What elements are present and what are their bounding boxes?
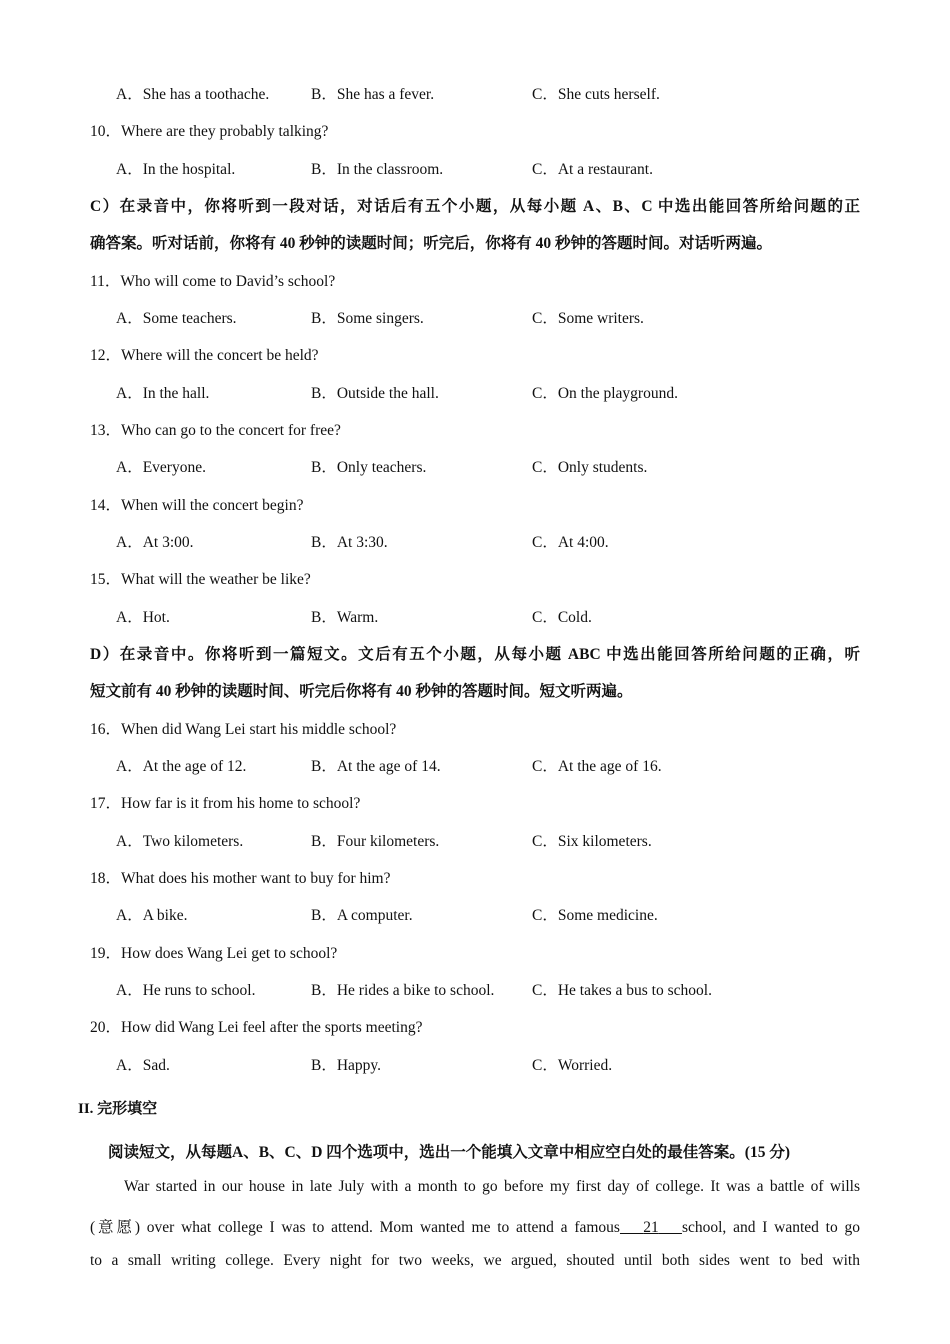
passage-line-2-end: school, and I wanted to go [681,1219,860,1236]
q11-stem: 11．Who will come to David’s school? [90,273,336,290]
q18-option-b: B．A computer. [311,907,413,924]
q9-option-c: C．She cuts herself. [532,86,660,103]
q17-stem: 17．How far is it from his home to school? [90,795,361,812]
q11-option-c: C．Some writers. [532,310,644,327]
q20-option-b: B．Happy. [311,1057,382,1074]
q10-stem: 10．Where are they probably talking? [90,123,329,140]
q16-stem: 16．When did Wang Lei start his middle school? [90,721,397,738]
passage-line-2-start: (意愿) over what college I was to attend. Mom wanted me to attend a famous [90,1219,620,1236]
q11-option-a: A．Some teachers. [116,310,237,327]
q14-option-c: C．At 4:00. [532,534,609,551]
q13-option-c: C．Only students. [532,459,648,476]
q12-option-c: C．On the playground. [532,385,678,402]
q12-stem: 12．Where will the concert be held? [90,347,319,364]
q17-option-a: A．Two kilometers. [116,833,244,850]
q12-option-a: A．In the hall. [116,385,210,402]
q10-option-a: A．In the hospital. [116,161,236,178]
q17-option-b: B．Four kilometers. [311,833,440,850]
q13-option-b: B．Only teachers. [311,459,427,476]
passage-line-1: War started in our house in late July with a month to go before my first day of college. It was a battle of wills [124,1178,860,1195]
q12-option-b: B．Outside the hall. [311,385,439,402]
q11-option-b: B．Some singers. [311,310,424,327]
section-c-instruction-line1: C）在录音中，你将听到一段对话，对话后有五个小题，从每小题 A、B、C 中选出能回答所给问题的正 [90,198,860,215]
q16-option-c: C．At the age of 16. [532,758,662,775]
q19-option-a: A．He runs to school. [116,982,256,999]
q19-option-c: C．He takes a bus to school. [532,982,712,999]
q15-option-c: C．Cold. [532,609,592,626]
passage-line-2 [90,1215,860,1237]
q20-stem: 20．How did Wang Lei feel after the sports meeting? [90,1019,423,1036]
q10-option-c: C．At a restaurant. [532,161,653,178]
q14-stem: 14．When will the concert begin? [90,497,304,514]
section-d-instruction-line2: 短文前有 40 秒钟的读题时间、听完后你将有 40 秒钟的答题时间。短文听两遍。 [90,683,633,700]
q9-option-b: B．She has a fever. [311,86,435,103]
section-d-instruction-line1: D）在录音中。你将听到一篇短文。文后有五个小题，从每小题 ABC 中选出能回答所给问题的正确，听 [90,646,860,663]
section-2-instruction: 阅读短文，从每题A、B、C、D 四个选项中，选出一个能填入文章中相应空白处的最佳答案。(15 分) [108,1144,790,1161]
q13-stem: 13．Who can go to the concert for free? [90,422,341,439]
blank-21 [620,1219,682,1237]
section-2-title: II. 完形填空 [78,1101,158,1117]
passage-line-3: to a small writing college. Every night for two weeks, we argued, shouted until both sides went to bed with [90,1252,860,1269]
q20-option-c: C．Worried. [532,1057,613,1074]
q20-option-a: A．Sad. [116,1057,170,1074]
q18-option-c: C．Some medicine. [532,907,658,924]
q18-option-a: A．A bike. [116,907,188,924]
q16-option-b: B．At the age of 14. [311,758,441,775]
q14-option-a: A．At 3:00. [116,534,194,551]
q9-option-a: A．She has a toothache. [116,86,270,103]
section-c-instruction-line2: 确答案。听对话前，你将有 40 秒钟的读题时间；听完后，你将有 40 秒钟的答题时间。对话听两遍。 [90,235,773,252]
q15-stem: 15．What will the weather be like? [90,571,311,588]
q16-option-a: A．At the age of 12. [116,758,247,775]
q19-option-b: B．He rides a bike to school. [311,982,495,999]
q17-option-c: C．Six kilometers. [532,833,652,850]
q13-option-a: A．Everyone. [116,459,206,476]
q14-option-b: B．At 3:30. [311,534,388,551]
q18-stem: 18．What does his mother want to buy for him? [90,870,391,887]
q15-option-a: A．Hot. [116,609,170,626]
q10-option-b: B．In the classroom. [311,161,444,178]
blank-21-number: 21 [643,1219,659,1236]
q19-stem: 19．How does Wang Lei get to school? [90,945,338,962]
q15-option-b: B．Warm. [311,609,379,626]
